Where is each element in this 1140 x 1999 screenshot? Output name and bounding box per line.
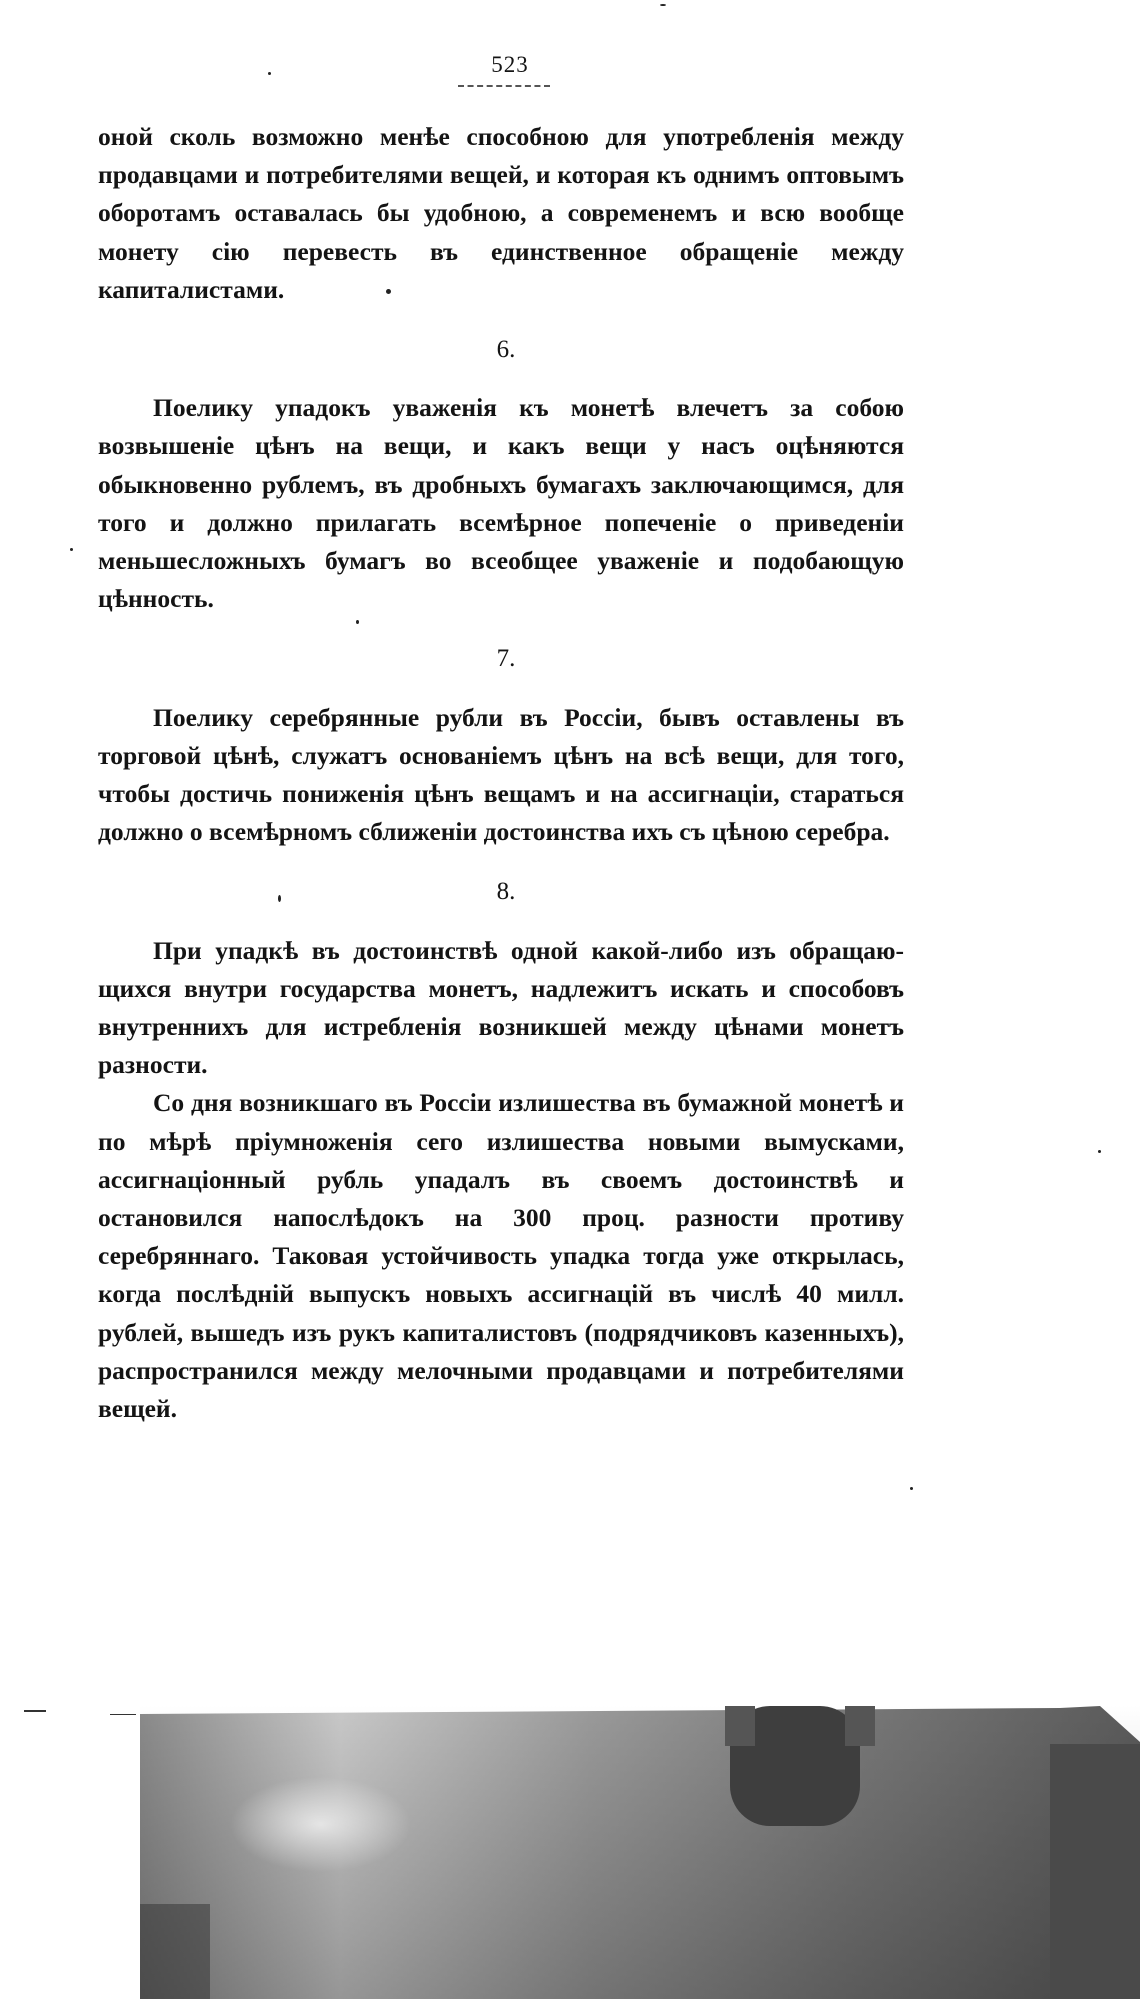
page-number: 523 (491, 52, 529, 77)
section-number-6: 6. (496, 336, 516, 364)
section-number-7: 7. (496, 645, 516, 673)
scan-speck (356, 620, 359, 624)
paragraph-section-8-b: Со дня возникшаго въ Россіи излишества въ бумажной монетѣ и по мѣрѣ пріумноженія сего излишества новыми вымусками, ассигнаціонный рубль упадалъ въ своемъ достоинствѣ и остановился напослѣдокъ на 300 проц. разности противу серебряннаго. Таковая устойчивость упадка тогда уже открылась, когда послѣдній выпускъ новыхъ ассигнацій въ числѣ 40 милл. рублей, вышедъ изъ рукъ капиталистовъ (подрядчиковъ казенныхъ), распространился между мелочными продавцами и потребителями вещей. (98, 1088, 904, 1424)
scan-speck (1098, 1150, 1101, 1153)
section-number-8: 8. (496, 878, 516, 906)
paragraph-section-7: Поелику серебрянные рубли въ Россіи, бывъ оставлены въ торговой цѣнѣ, служатъ основаніемъ цѣнъ на всѣ вещи, для того, чтобы достичь пониженія цѣнъ вещамъ и на ассигнаціи, стараться должно о всемѣрномъ сближеніи достоинства ихъ съ цѣною серебра. (98, 702, 904, 847)
scan-speck (70, 548, 73, 551)
scan-speck (660, 4, 666, 6)
scan-edge-mark (24, 1710, 46, 1712)
scan-speck (268, 72, 271, 75)
paragraph-section-8-a: При упадкѣ въ достоинствѣ одной какой-либо изъ обращающихся внутри государства монетъ, надлежитъ искать и способовъ внутреннихъ для истребленія возникшей между цѣнами монетъ разности. (98, 935, 904, 1080)
paragraph-section-6: Поелику упадокъ уваженія къ монетѣ влечетъ за собою возвышеніе цѣнъ на вещи, и какъ вещи у насъ оцѣняются обыкновенно рублемъ, въ дробныхъ бумагахъ заключающимся, для того и должно прилагать всемѣрное попеченіе о приведеніи меньшесложныхъ бумагъ во всеобщее уваженіе и подобающую цѣнность. (98, 393, 904, 614)
paragraph-continuation: оной сколь возможно менѣе способною для употребленія между продавцами и потребителями вещей, и которая къ однимъ оптовымъ оборотамъ оставалась бы удобною, а современемъ и всю вообще монету сію перевесть въ единственное обращеніе между капиталистами. (98, 122, 904, 304)
scan-background-photo (140, 1704, 1140, 1999)
scan-speck (910, 1487, 913, 1490)
scan-speck (278, 895, 281, 902)
body-text (98, 118, 904, 1428)
scan-speck (386, 289, 391, 294)
scan-edge-mark (110, 1714, 136, 1715)
page-number-underline (458, 85, 550, 87)
